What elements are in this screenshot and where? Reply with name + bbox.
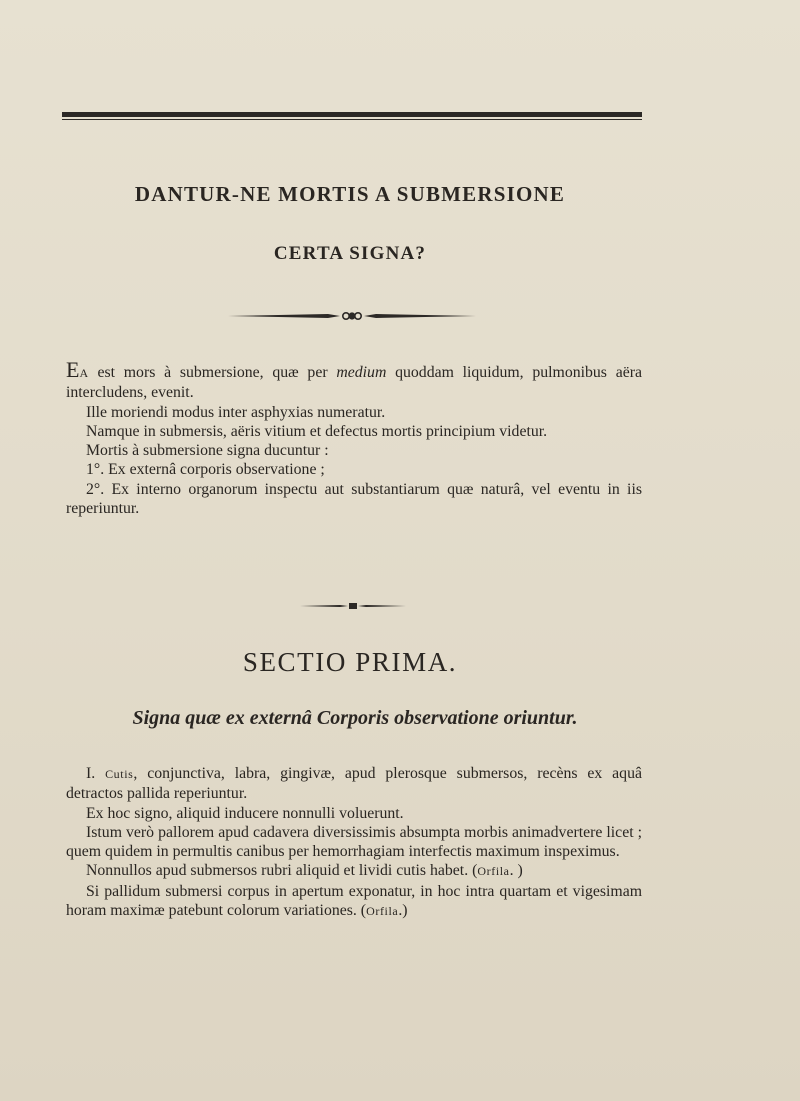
intro-text: [66, 357, 642, 518]
title-line-1: DANTUR-NE MORTIS A SUBMERSIONE: [134, 182, 566, 206]
intro-list-item: 1°. Ex externâ corporis observatione ;: [86, 461, 325, 479]
intro-paragraph: Mortis à submersione signa ducuntur :: [86, 442, 329, 460]
section-paragraph: Si pallidum submersi corpus in apertum exponatur, in hoc intra quartam et vigesimam horam maximæ patebunt colorum variationes. (Orfila.): [66, 882, 642, 920]
small-ornament-icon: [300, 601, 406, 611]
section-paragraph: Nonnullos apud submersos rubri aliquid et lividi cutis habet. (Orfila. ): [86, 862, 523, 880]
section-subheading: Signa quæ ex externâ Corporis observatione oriuntur.: [132, 707, 578, 729]
title-line-2: CERTA SIGNA?: [273, 243, 427, 264]
section-text: [66, 764, 642, 921]
citation: Orfila: [477, 864, 510, 879]
drop-cap: E: [66, 357, 80, 382]
intro-paragraph: Ille moriendi modus inter asphyxias numeratur.: [86, 403, 386, 421]
intro-list-item: 2°. Ex interno organorum inspectu aut substantiarum quæ naturâ, vel eventu in iis reperiuntur.: [66, 480, 642, 518]
section-paragraph: Istum verò pallorem apud cadavera diversissimis absumpta morbis animadvertere licet ; quem quidem in permultis canibus per hemorrhagiam interfectis maximum inspeximus.: [66, 823, 642, 861]
intro-paragraph: EA est mors à submersione, quæ per medium quoddam liquidum, pulmonibus aëra intercludens, evenit.: [66, 357, 642, 402]
ornament-divider-icon: [228, 310, 476, 322]
citation: Orfila: [366, 904, 399, 919]
section-paragraph: I. Cutis, conjunctiva, labra, gingivæ, apud plerosque submersos, recèns ex aquâ detractos pallida reperiuntur.: [66, 765, 642, 803]
header-double-rule: [62, 112, 642, 120]
section-heading: SECTIO PRIMA.: [242, 647, 458, 677]
intro-paragraph: Namque in submersis, aëris vitium et defectus mortis principium videtur.: [86, 422, 548, 440]
section-paragraph: Ex hoc signo, aliquid inducere nonnulli voluerunt.: [86, 804, 404, 822]
